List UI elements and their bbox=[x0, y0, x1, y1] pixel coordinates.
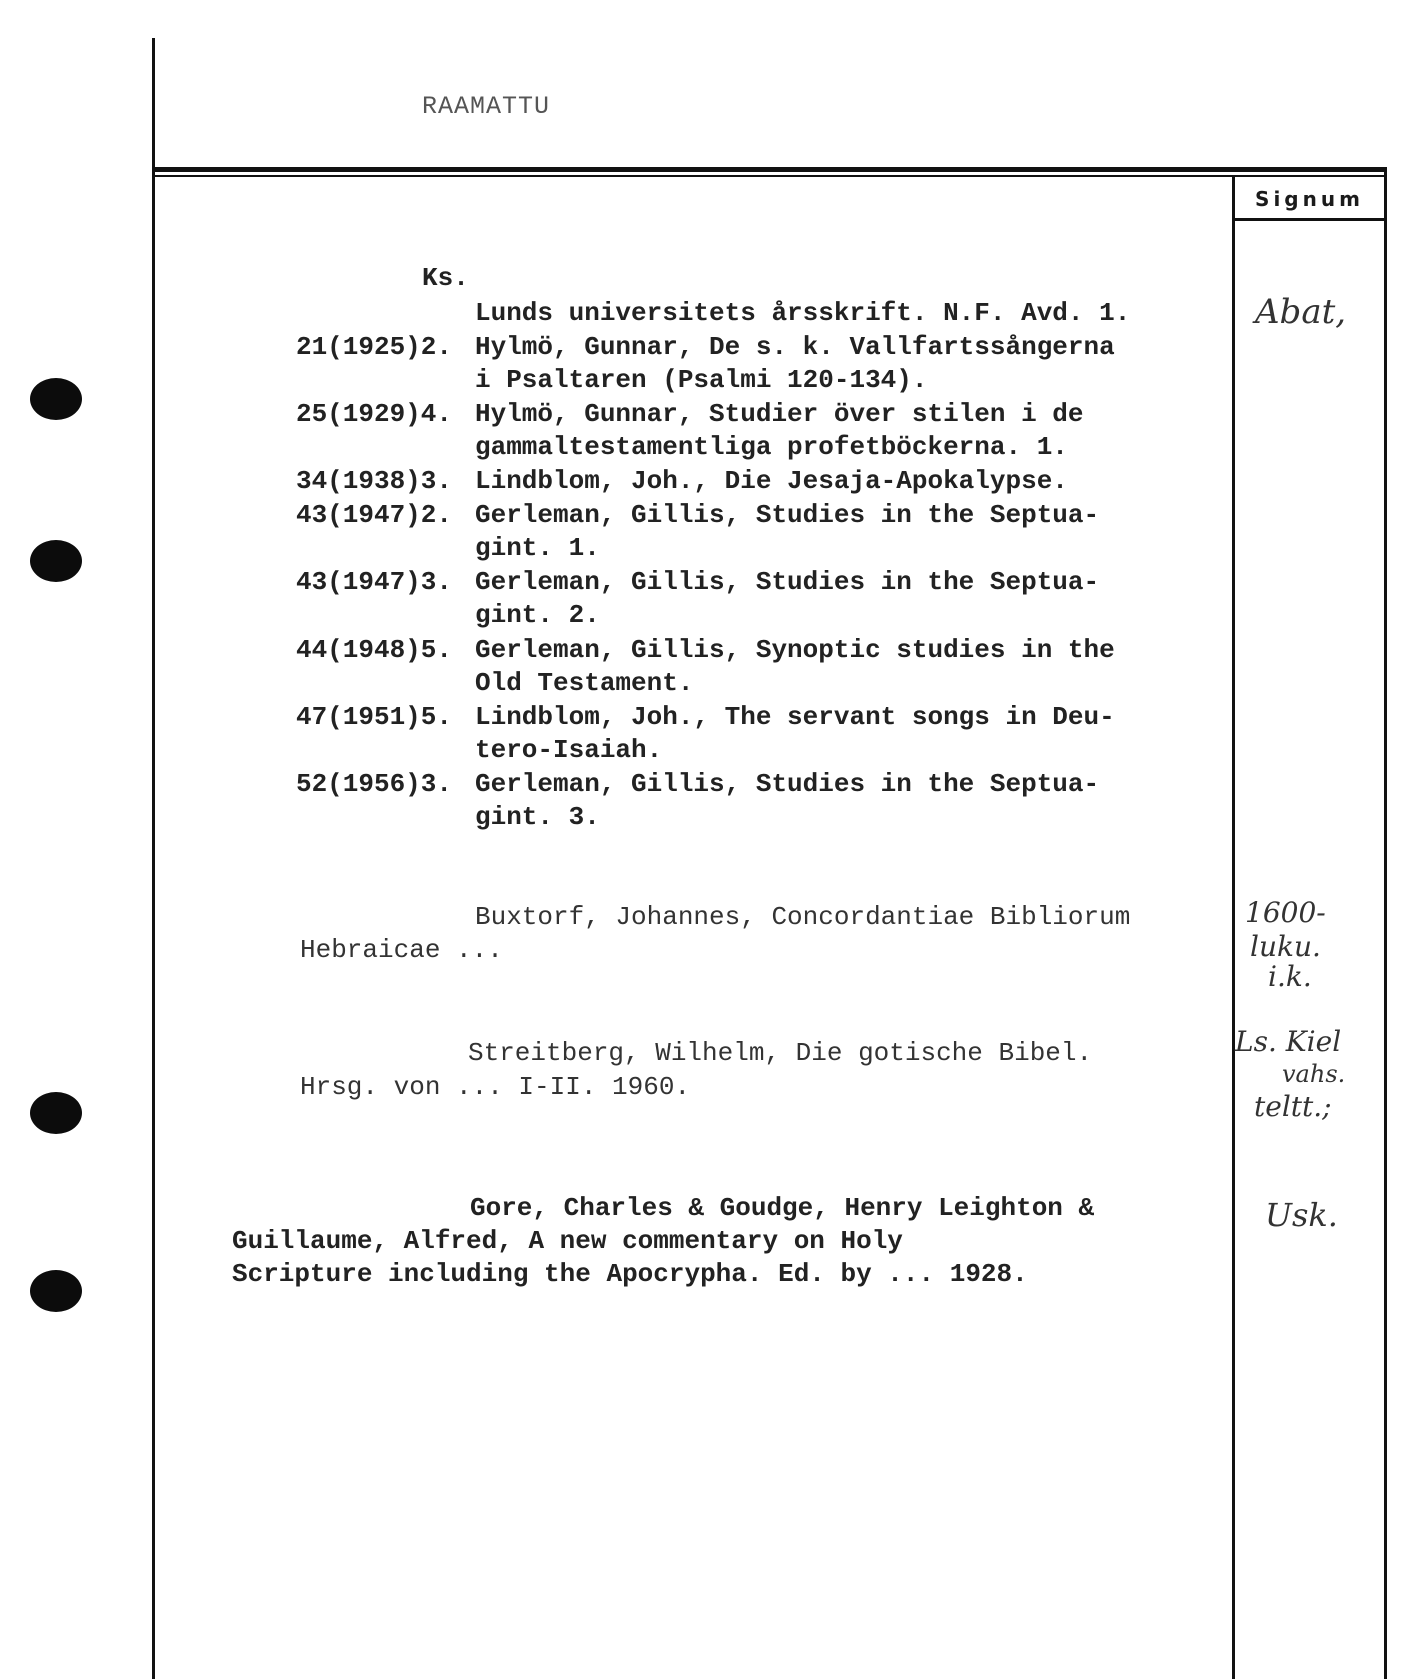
entry-line: Lindblom, Joh., Die Jesaja-Apokalypse. bbox=[475, 466, 1068, 496]
gore-line: Gore, Charles & Goudge, Henry Leighton & bbox=[470, 1193, 1095, 1223]
entry-line: tero-Isaiah. bbox=[475, 735, 663, 765]
streitberg-line: Streitberg, Wilhelm, Die gotische Bibel. bbox=[468, 1038, 1093, 1068]
entry-line: gammaltestamentliga profetböckerna. 1. bbox=[475, 432, 1068, 462]
volume-number: 25(1929)4. bbox=[295, 399, 452, 429]
entry-line: i Psaltaren (Psalmi 120-134). bbox=[475, 365, 928, 395]
entry-line: Gerleman, Gillis, Studies in the Septua- bbox=[475, 500, 1100, 530]
volume-number: 44(1948)5. bbox=[295, 635, 452, 665]
handwritten-signum-note: Usk. bbox=[1265, 1196, 1338, 1234]
gore-line: Scripture including the Apocrypha. Ed. by ... 1928. bbox=[232, 1259, 1028, 1289]
entry-line: gint. 2. bbox=[475, 600, 600, 630]
entry-line: Gerleman, Gillis, Synoptic studies in the bbox=[475, 635, 1115, 665]
punch-hole bbox=[30, 1270, 82, 1312]
handwritten-signum-note: vahs. bbox=[1282, 1060, 1346, 1088]
punch-hole bbox=[30, 378, 82, 420]
header-rule-thin bbox=[152, 175, 1387, 177]
volume-number: 43(1947)3. bbox=[295, 567, 452, 597]
volume-number: 21(1925)2. bbox=[295, 332, 452, 362]
entry-line: Old Testament. bbox=[475, 668, 694, 698]
signum-header-rule bbox=[1232, 218, 1387, 221]
entry-line: Lindblom, Joh., The servant songs in Deu- bbox=[475, 702, 1115, 732]
punch-hole bbox=[30, 1092, 82, 1134]
entry-line: Hylmö, Gunnar, Studier över stilen i de bbox=[475, 399, 1084, 429]
handwritten-signum-note: i.k. bbox=[1268, 960, 1312, 993]
handwritten-signum-note: 1600- bbox=[1245, 896, 1326, 929]
handwritten-signum-note: teltt.; bbox=[1254, 1090, 1332, 1123]
entry-line: gint. 1. bbox=[475, 533, 600, 563]
entry-line: Gerleman, Gillis, Studies in the Septua- bbox=[475, 567, 1100, 597]
left-border-line bbox=[152, 38, 155, 1679]
card-title: RAAMATTU bbox=[422, 92, 551, 121]
volume-number: 43(1947)2. bbox=[295, 500, 452, 530]
buxtorf-line: Buxtorf, Johannes, Concordantiae Bibliorum bbox=[475, 902, 1131, 932]
right-border-line bbox=[1384, 170, 1387, 1679]
volume-number: 52(1956)3. bbox=[295, 769, 452, 799]
handwritten-signum-note: luku. bbox=[1250, 930, 1321, 963]
signum-column-divider bbox=[1232, 177, 1235, 1679]
signum-header: Signum bbox=[1255, 187, 1364, 211]
see-reference: Ks. bbox=[422, 263, 469, 293]
entry-line: Hylmö, Gunnar, De s. k. Vallfartssångerna bbox=[475, 332, 1115, 362]
entry-line: gint. 3. bbox=[475, 802, 600, 832]
series-title: Lunds universitets årsskrift. N.F. Avd. 1. bbox=[475, 298, 1131, 328]
header-rule bbox=[152, 167, 1387, 172]
handwritten-signum-note: Ls. Kiel bbox=[1235, 1025, 1342, 1058]
streitberg-line: Hrsg. von ... I-II. 1960. bbox=[300, 1072, 691, 1102]
entry-line: Gerleman, Gillis, Studies in the Septua- bbox=[475, 769, 1100, 799]
handwritten-signum-note: Abat, bbox=[1255, 292, 1347, 332]
gore-line: Guillaume, Alfred, A new commentary on Holy bbox=[232, 1226, 903, 1256]
buxtorf-line: Hebraicae ... bbox=[300, 935, 503, 965]
volume-number: 34(1938)3. bbox=[295, 466, 452, 496]
punch-hole bbox=[30, 540, 82, 582]
volume-number: 47(1951)5. bbox=[295, 702, 452, 732]
